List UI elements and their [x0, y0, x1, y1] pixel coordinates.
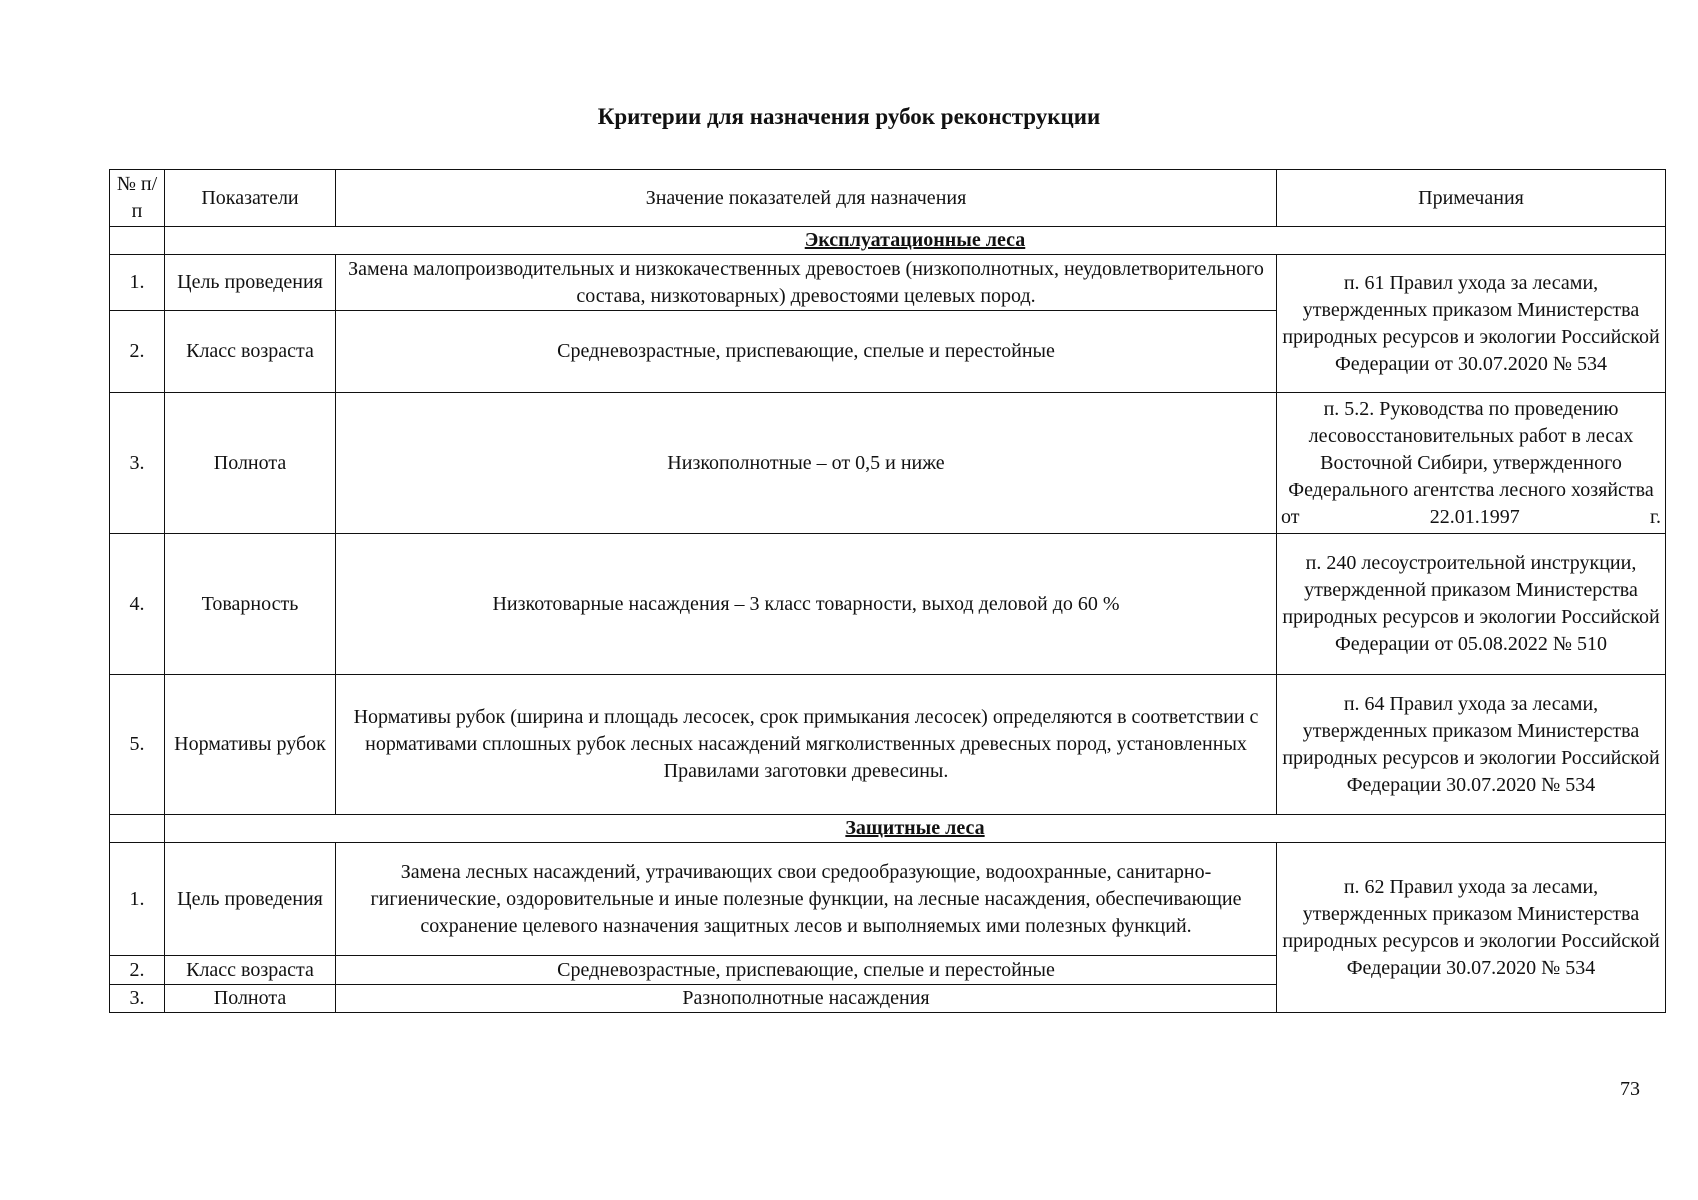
row-num: 1.: [110, 843, 165, 956]
page-title: Критерии для назначения рубок реконструкции: [597, 104, 1101, 129]
row-num: 4.: [110, 534, 165, 675]
row-num: 3.: [110, 393, 165, 534]
row-value: Средневозрастные, приспевающие, спелые и перестойные: [336, 311, 1277, 393]
section-spacer: [110, 815, 165, 843]
header-row: [110, 170, 1666, 227]
criteria-table: [109, 169, 1666, 1013]
row-num: 2.: [110, 956, 165, 985]
header-value: Значение показателей для назначения: [336, 170, 1277, 227]
page-number: 73: [1620, 1078, 1640, 1100]
row-indicator: Класс возраста: [165, 956, 336, 985]
row-note: п. 61 Правил ухода за лесами, утвержденных приказом Министерства природных ресурсов и экологии Российской Федерации от 30.07.2020 № 534: [1277, 255, 1666, 393]
section-row: [110, 227, 1666, 255]
row-indicator: Цель проведения: [165, 843, 336, 956]
table-row: [110, 843, 1666, 956]
table-row: [110, 255, 1666, 311]
row-note: п. 64 Правил ухода за лесами, утвержденных приказом Министерства природных ресурсов и экологии Российской Федерации 30.07.2020 № 534: [1277, 675, 1666, 815]
row-num: 3.: [110, 985, 165, 1013]
row-indicator: Полнота: [165, 985, 336, 1013]
table-row: [110, 534, 1666, 675]
row-indicator: Класс возраста: [165, 311, 336, 393]
table-row: [110, 393, 1666, 534]
row-note: п. 240 лесоустроительной инструкции, утвержденной приказом Министерства природных ресурсов и экологии Российской Федерации от 05.08.2022 № 510: [1277, 534, 1666, 675]
header-notes: Примечания: [1277, 170, 1666, 227]
row-note: п. 62 Правил ухода за лесами, утвержденных приказом Министерства природных ресурсов и экологии Российской Федерации 30.07.2020 № 534: [1277, 843, 1666, 1013]
header-indicator: Показатели: [165, 170, 336, 227]
row-value: Замена малопроизводительных и низкокачественных древостоев (низкополнотных, неудовлетворительного состава, низкотоварных) древостоями целевых пород.: [336, 255, 1277, 311]
row-indicator: Товарность: [165, 534, 336, 675]
row-value: Низкополнотные – от 0,5 и ниже: [336, 393, 1277, 534]
row-value: Средневозрастные, приспевающие, спелые и перестойные: [336, 956, 1277, 985]
row-value: Разнополнотные насаждения: [336, 985, 1277, 1013]
row-num: 2.: [110, 311, 165, 393]
section-title: Эксплуатационные леса: [165, 227, 1666, 255]
section-row: [110, 815, 1666, 843]
row-value: Нормативы рубок (ширина и площадь лесосек, срок примыкания лесосек) определяются в соответствии с нормативами сплошных рубок лесных насаждений мягколиственных древесных пород, установленных Правилами заготовки древесины.: [336, 675, 1277, 815]
header-num: № п/п: [110, 170, 165, 227]
row-num: 5.: [110, 675, 165, 815]
table-row: [110, 675, 1666, 815]
row-value: Низкотоварные насаждения – 3 класс товарности, выход деловой до 60 %: [336, 534, 1277, 675]
row-note: п. 5.2. Руководства по проведению лесовосстановительных работ в лесах Восточной Сибири, утвержденного Федерального агентства лесного хозяйства от 22.01.1997 г.: [1277, 393, 1666, 534]
row-value: Замена лесных насаждений, утрачивающих свои средообразующие, водоохранные, санитарно-гигиенические, оздоровительные и иные полезные функции, на лесные насаждения, обеспечивающие сохранение целевого назначения защитных лесов и выполняемых ими полезных функций.: [336, 843, 1277, 956]
row-indicator: Нормативы рубок: [165, 675, 336, 815]
section-title: Защитные леса: [165, 815, 1666, 843]
section-spacer: [110, 227, 165, 255]
row-indicator: Полнота: [165, 393, 336, 534]
row-num: 1.: [110, 255, 165, 311]
row-indicator: Цель проведения: [165, 255, 336, 311]
